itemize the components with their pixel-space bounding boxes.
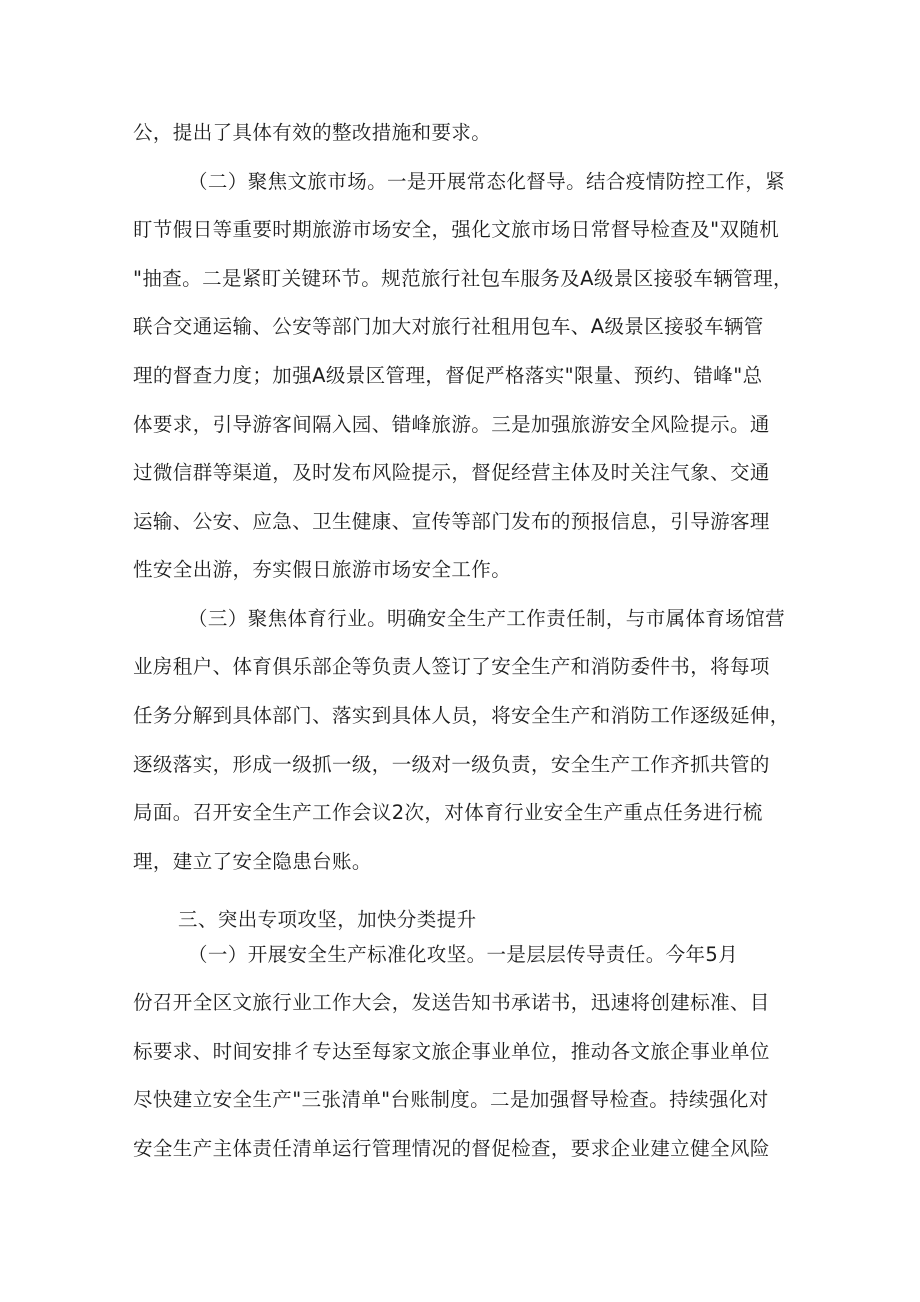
text-line: 份召开全区文旅行业工作大会，发送告知书承诺书，迅速将创建标准、目 xyxy=(133,991,770,1014)
text-line: 性安全出游，夯实假日旅游市场安全工作。 xyxy=(133,558,512,581)
text-line: 理，建立了安全隐患台账。 xyxy=(133,850,372,873)
text-line: 尽快建立安全生产"三张清单"台账制度。二是加强督导检查。持续强化对 xyxy=(133,1088,769,1111)
text-line: 逐级落实，形成一级抓一级，一级对一级负责，安全生产工作齐抓共管的 xyxy=(133,753,770,776)
paragraph-3-start: （三）聚焦体育行业。明确安全生产工作责任制，与市属体育场馆营 xyxy=(188,607,786,630)
text-line: 公，提出了具体有效的整改措施和要求。 xyxy=(133,121,492,144)
text-line: 局面。召开安全生产工作会议2次，对体育行业安全生产重点任务进行梳 xyxy=(133,801,763,824)
section-heading: 三、突出专项攻坚，加快分类提升 xyxy=(178,908,477,931)
text-line: 任务分解到具体部门、落实到具体人员，将安全生产和消防工作逐级延伸， xyxy=(133,704,790,727)
text-line: 标要求、时间安排彳专达至每家文旅企事业单位，推动各文旅企事业单位 xyxy=(133,1040,770,1063)
text-line: 安全生产主体责任清单运行管理情况的督促检查，要求企业建立健全风险 xyxy=(133,1137,770,1160)
paragraph-4-start: （一）开展安全生产标准化攻坚。一是层层传导责任。今年5月 xyxy=(188,943,739,966)
text-line: 业房租户、体育俱乐部企等负责人签订了安全生产和消防委件书，将每项 xyxy=(133,655,770,678)
text-line: 过微信群等渠道，及时发布风险提示，督促经营主体及时关注气象、交通 xyxy=(133,461,770,484)
paragraph-2-start: （二）聚焦文旅市场。一是开展常态化督导。结合疫情防控工作，紧 xyxy=(188,170,786,193)
text-line: 盯节假日等重要时期旅游市场安全，强化文旅市场日常督导检查及"双随机 xyxy=(133,218,780,241)
text-line: 理的督查力度；加强A级景区管理，督促严格落实"限量、预约、错峰"总 xyxy=(133,364,763,387)
text-line: 体要求，引导游客间隔入园、错峰旅游。三是加强旅游安全风险提示。通 xyxy=(133,413,770,436)
text-line: 运输、公安、应急、卫生健康、宣传等部门发布的预报信息，引导游客理 xyxy=(133,510,770,533)
text-line: "抽查。二是紧盯关键环节。规范旅行社包车服务及A级景区接驳车辆管理， xyxy=(133,267,793,290)
text-line: 联合交通运输、公安等部门加大对旅行社租用包车、A级景区接驳车辆管 xyxy=(133,315,764,338)
